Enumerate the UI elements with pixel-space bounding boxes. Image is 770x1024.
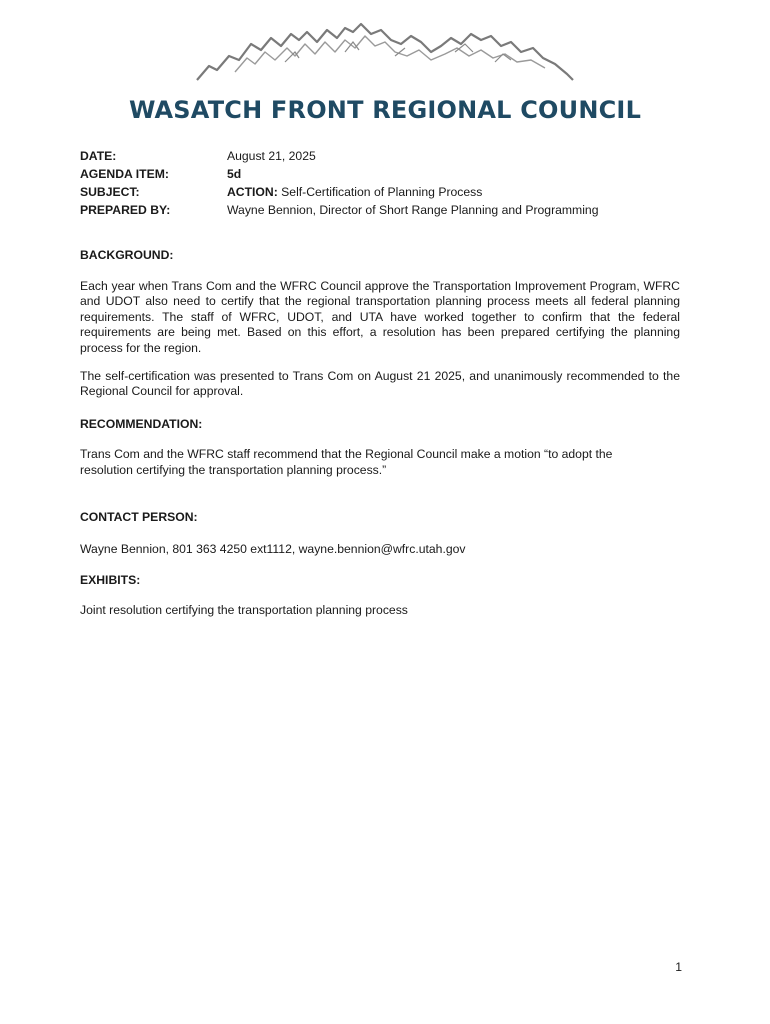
agenda-label: AGENDA ITEM:: [80, 167, 169, 181]
prepared-label: PREPARED BY:: [80, 203, 171, 217]
agenda-item-number: 5d: [227, 167, 242, 181]
org-name: WASATCH FRONT REGIONAL COUNCIL: [128, 96, 642, 124]
date-row: [80, 147, 598, 165]
subject-row: [80, 183, 598, 201]
agenda-row: [80, 165, 598, 183]
exhibits-heading: EXHIBITS:: [80, 572, 141, 587]
recommendation-paragraph: Trans Com and the WFRC staff recommend that the Regional Council make a motion “to adopt the resolution certifying the transportation planning process.”: [80, 447, 613, 477]
prepared-value: Wayne Bennion, Director of Short Range Planning and Programming: [227, 203, 599, 217]
subject-text: Self-Certification of Planning Process: [277, 185, 483, 199]
contact-paragraph: Wayne Bennion, 801 363 4250 ext1112, wayne.bennion@wfrc.utah.gov: [80, 542, 466, 557]
subject-label: SUBJECT:: [80, 185, 140, 199]
date-value: August 21, 2025: [227, 149, 316, 163]
exhibits-paragraph: Joint resolution certifying the transportation planning process: [80, 603, 408, 618]
subject-action-prefix: ACTION:: [227, 185, 278, 199]
contact-heading: CONTACT PERSON:: [80, 509, 198, 524]
recommendation-heading: RECOMMENDATION:: [80, 416, 203, 431]
mountain-range-icon: [195, 22, 575, 82]
memo-body: [80, 248, 680, 619]
date-label: DATE:: [80, 149, 117, 163]
header-logo: [0, 18, 770, 124]
memo-metadata: [80, 147, 598, 219]
subject-value: [227, 183, 482, 201]
page-number: 1: [675, 960, 682, 974]
background-paragraph-2: The self-certification was presented to Trans Com on August 21 2025, and unanimously recommended to the Regional Council for approval.: [80, 368, 680, 399]
background-paragraph-1: Each year when Trans Com and the WFRC Council approve the Transportation Improvement Program, WFRC and UDOT also need to certify that the regional transportation planning process meets all federal planning requirements. The staff of WFRC, UDOT, and UTA have worked together to confirm that the federal requirements are being met. Based on this effort, a resolution has been prepared certifying the planning process for the region.: [80, 278, 680, 355]
prepared-row: [80, 201, 598, 219]
background-heading: BACKGROUND:: [80, 248, 174, 262]
agenda-value: [227, 165, 241, 183]
